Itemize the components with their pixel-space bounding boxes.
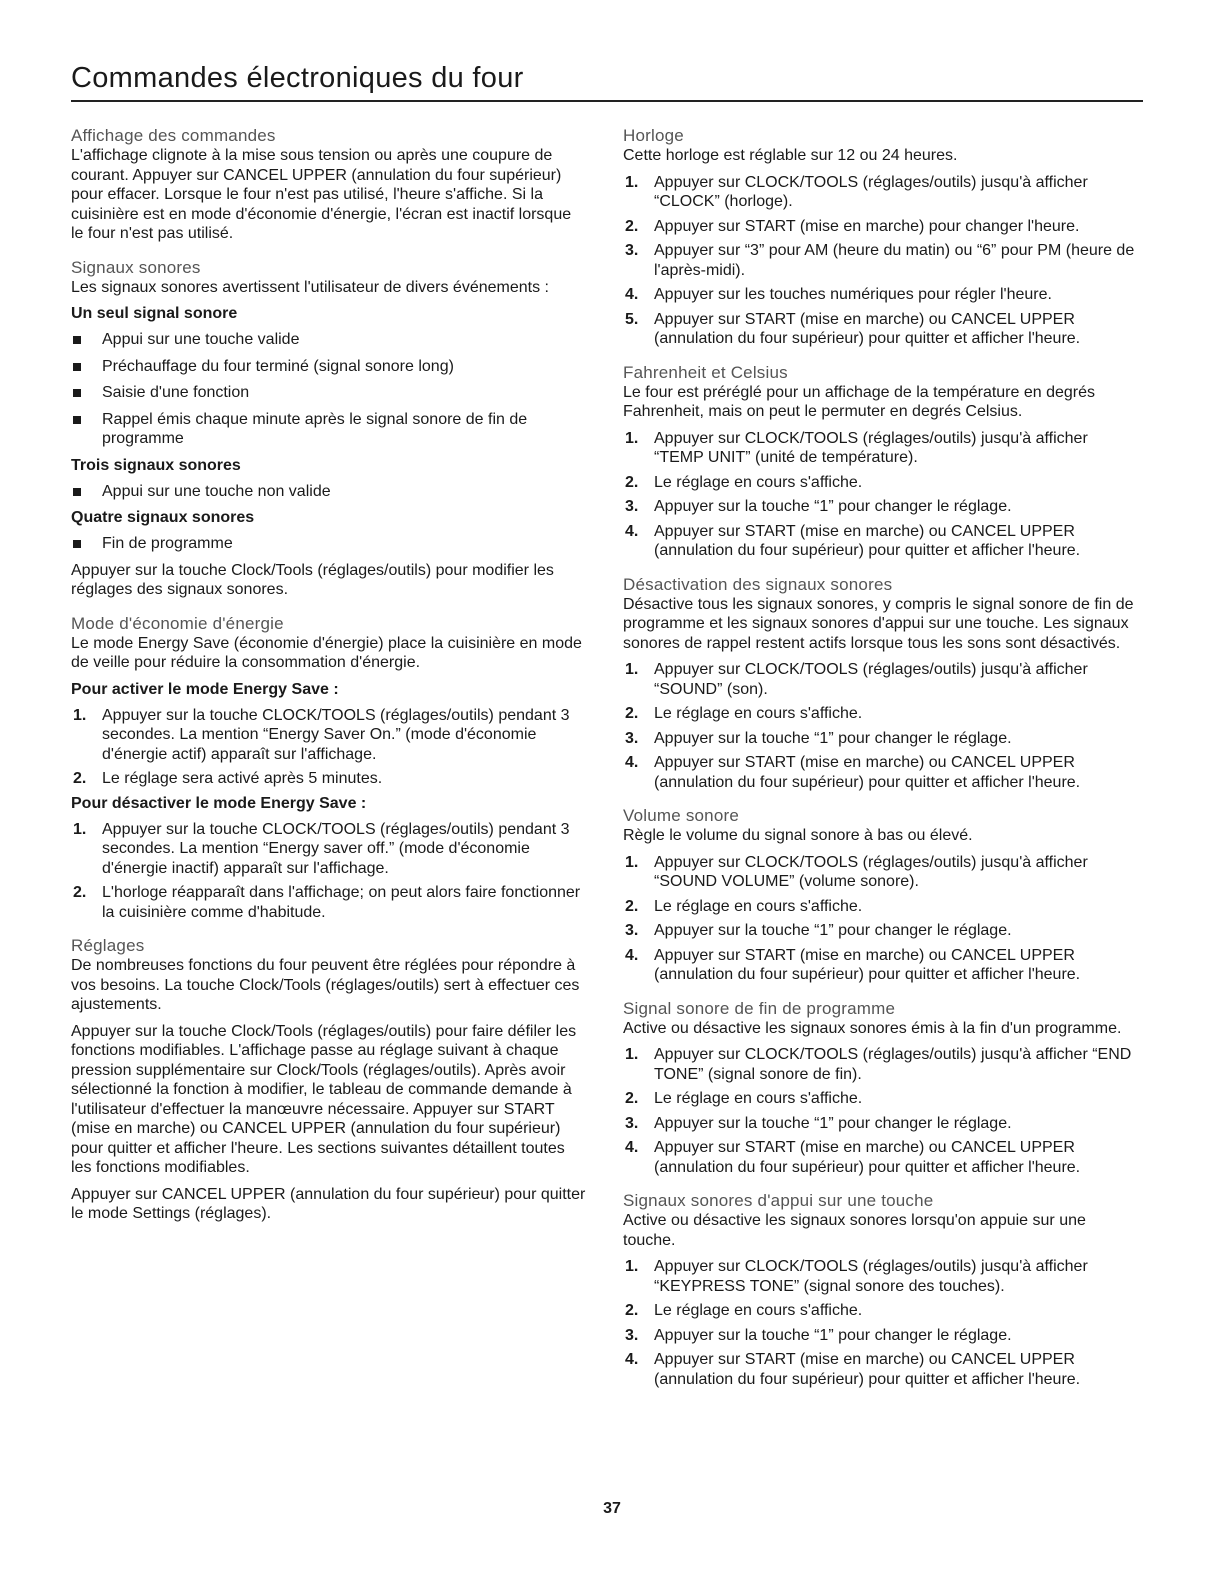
step-item bbox=[623, 704, 1139, 724]
paragraph: Le mode Energy Save (économie d'énergie) place la cuisinière en mode de veille pour réduire la consommation d'énergie. bbox=[71, 634, 582, 671]
step-number: 4. bbox=[625, 946, 639, 964]
step-item bbox=[623, 753, 1139, 792]
step-number: 1. bbox=[625, 1046, 639, 1063]
bullet-square-icon bbox=[73, 416, 81, 424]
list-item-text: Appui sur une touche non valide bbox=[102, 482, 331, 500]
step-text: Appuyer sur la touche “1” pour changer le réglage. bbox=[654, 1326, 1012, 1344]
step-text: Appuyer sur la touche CLOCK/TOOLS (réglages/outils) pendant 3 secondes. La mention “Energy Saver On.” (mode d'économie d'énergie actif) apparaît sur l'affichage. bbox=[102, 706, 570, 763]
step-text: Appuyer sur CLOCK/TOOLS (réglages/outils) jusqu'à afficher “CLOCK” (horloge). bbox=[654, 173, 1088, 210]
step-text: Appuyer sur START (mise en marche) ou CANCEL UPPER (annulation du four supérieur) pour quitter et afficher l'heure. bbox=[654, 522, 1081, 559]
step-item bbox=[623, 173, 1139, 212]
step-number: 1. bbox=[625, 429, 639, 447]
bullet-list bbox=[71, 482, 587, 502]
list-item-text: Saisie d'une fonction bbox=[102, 384, 250, 401]
step-text: Appuyer sur CLOCK/TOOLS (réglages/outils) jusqu'à afficher “KEYPRESS TONE” (signal sonore des touches). bbox=[654, 1258, 1088, 1295]
step-item bbox=[623, 897, 1139, 917]
step-text: Appuyer sur START (mise en marche) ou CANCEL UPPER (annulation du four supérieur) pour quitter et afficher l'heure. bbox=[654, 946, 1081, 983]
step-text: Appuyer sur “3” pour AM (heure du matin) ou “6” pour PM (heure de l'après-midi). bbox=[654, 242, 1135, 279]
step-number: 2. bbox=[73, 770, 87, 787]
step-item bbox=[623, 217, 1139, 237]
section-signaux bbox=[71, 258, 587, 600]
step-text: Le réglage en cours s'affiche. bbox=[654, 1302, 863, 1319]
step-item bbox=[623, 1326, 1139, 1346]
step-list bbox=[623, 1045, 1139, 1177]
paragraph: Appuyer sur la touche Clock/Tools (réglages/outils) pour modifier les réglages des signaux sonores. bbox=[71, 561, 554, 598]
section-title: Horloge bbox=[623, 126, 684, 145]
step-item bbox=[71, 769, 587, 789]
step-item bbox=[623, 429, 1139, 468]
step-number: 2. bbox=[625, 217, 639, 235]
bullet-square-icon bbox=[73, 363, 81, 371]
bullet-square-icon bbox=[73, 336, 81, 344]
bullet-square-icon bbox=[73, 488, 81, 496]
list-item bbox=[71, 330, 587, 350]
step-item bbox=[623, 921, 1139, 941]
paragraph: Règle le volume du signal sonore à bas ou élevé. bbox=[623, 827, 973, 844]
step-number: 1. bbox=[625, 853, 639, 871]
step-item bbox=[623, 241, 1139, 280]
step-item bbox=[623, 946, 1139, 985]
step-number: 3. bbox=[625, 498, 639, 515]
step-number: 2. bbox=[73, 884, 87, 901]
list-item-text: Fin de programme bbox=[102, 535, 233, 552]
step-text: Appuyer sur START (mise en marche) pour changer l'heure. bbox=[654, 217, 1080, 235]
list-item bbox=[71, 357, 587, 377]
step-text: L'horloge réapparaît dans l'affichage; on peut alors faire fonctionner la cuisinière comme d'habitude. bbox=[102, 884, 581, 921]
section-title: Signaux sonores d'appui sur une touche bbox=[623, 1191, 934, 1210]
step-text: Le réglage sera activé après 5 minutes. bbox=[102, 770, 383, 787]
step-item bbox=[623, 285, 1139, 305]
bullet-square-icon bbox=[73, 389, 81, 397]
step-text: Appuyer sur START (mise en marche) ou CANCEL UPPER (annulation du four supérieur) pour quitter et afficher l'heure. bbox=[654, 754, 1081, 791]
subheading: Un seul signal sonore bbox=[71, 305, 238, 322]
section-title: Fahrenheit et Celsius bbox=[623, 362, 788, 382]
step-number: 5. bbox=[625, 310, 639, 328]
list-item bbox=[71, 410, 587, 449]
section-fin-programme bbox=[623, 999, 1139, 1178]
step-number: 4. bbox=[625, 1351, 639, 1368]
step-item bbox=[623, 1350, 1139, 1389]
subheading: Pour désactiver le mode Energy Save : bbox=[71, 794, 367, 812]
step-text: Le réglage en cours s'affiche. bbox=[654, 705, 863, 722]
step-number: 3. bbox=[625, 922, 639, 939]
section-title: Signal sonore de fin de programme bbox=[623, 998, 896, 1018]
step-item bbox=[623, 1045, 1139, 1084]
step-list bbox=[623, 429, 1139, 561]
step-number: 4. bbox=[625, 286, 639, 303]
paragraph: Appuyer sur la touche Clock/Tools (réglages/outils) pour faire défiler les fonctions modifiables. L'affichage passe au réglage suivant à chaque pression supplémentaire sur Clock/Tools (réglages/outils). Après avoir sélectionné la fonction à modifier, le tableau de commande demande à l'utilisateur d'effectuer la manœuvre nécessaire. Appuyer sur START (mise en marche) ou CANCEL UPPER (annulation du four supérieur) pour quitter et afficher l'heure. Les sections suivantes détaillent toutes les fonctions modifiables. bbox=[71, 1022, 577, 1176]
section-title: Affichage des commandes bbox=[71, 126, 276, 145]
step-text: Le réglage en cours s'affiche. bbox=[654, 473, 863, 491]
list-item-text: Rappel émis chaque minute après le signal sonore de fin de programme bbox=[102, 410, 528, 447]
step-item bbox=[623, 1138, 1139, 1177]
section-desactivation bbox=[623, 575, 1139, 793]
step-number: 2. bbox=[625, 1302, 639, 1319]
step-item bbox=[623, 522, 1139, 561]
paragraph: Le four est préréglé pour un affichage de la température en degrés Fahrenheit, mais on peut le permuter en degrés Celsius. bbox=[623, 383, 1096, 420]
step-text: Appuyer sur CLOCK/TOOLS (réglages/outils) jusqu'à afficher “END TONE” (signal sonore de fin). bbox=[654, 1046, 1132, 1083]
section-title: Volume sonore bbox=[623, 806, 740, 825]
step-text: Appuyer sur START (mise en marche) ou CANCEL UPPER (annulation du four supérieur) pour quitter et afficher l'heure. bbox=[654, 1139, 1081, 1176]
step-item bbox=[71, 883, 587, 922]
section-fahrenheit bbox=[623, 363, 1139, 561]
section-title: Réglages bbox=[71, 936, 145, 955]
step-text: Appuyer sur la touche CLOCK/TOOLS (réglages/outils) pendant 3 secondes. La mention “Energy saver off.” (mode d'économie d'énergie inactif) apparaît sur l'affichage. bbox=[102, 820, 570, 877]
step-list bbox=[623, 173, 1139, 349]
step-list bbox=[623, 853, 1139, 985]
step-number: 4. bbox=[625, 754, 639, 771]
step-item bbox=[623, 1114, 1139, 1134]
step-text: Appuyer sur la touche “1” pour changer le réglage. bbox=[654, 729, 1012, 747]
title-divider bbox=[71, 100, 1143, 102]
step-item bbox=[623, 310, 1139, 349]
subheading: Trois signaux sonores bbox=[71, 456, 241, 474]
step-text: Appuyer sur les touches numériques pour régler l'heure. bbox=[654, 286, 1052, 303]
step-item bbox=[623, 660, 1139, 699]
step-number: 1. bbox=[625, 1258, 639, 1275]
subheading: Pour activer le mode Energy Save : bbox=[71, 680, 339, 698]
section-title: Signaux sonores bbox=[71, 257, 201, 277]
right-column bbox=[623, 126, 1139, 1403]
subheading: Quatre signaux sonores bbox=[71, 509, 255, 526]
bullet-list bbox=[71, 534, 587, 554]
paragraph: Active ou désactive les signaux sonores émis à la fin d'un programme. bbox=[623, 1019, 1122, 1037]
step-item bbox=[623, 473, 1139, 493]
step-number: 2. bbox=[625, 897, 639, 915]
bullet-square-icon bbox=[73, 540, 81, 548]
left-column bbox=[71, 126, 587, 1238]
list-item bbox=[71, 534, 587, 554]
step-list bbox=[623, 1257, 1139, 1389]
step-item bbox=[623, 497, 1139, 517]
section-energie bbox=[71, 614, 587, 923]
step-item bbox=[71, 820, 587, 879]
step-number: 2. bbox=[625, 473, 639, 491]
page-title: Commandes électroniques du four bbox=[71, 62, 524, 94]
step-item bbox=[623, 1089, 1139, 1109]
step-number: 1. bbox=[625, 661, 639, 678]
paragraph: Active ou désactive les signaux sonores lorsqu'on appuie sur une touche. bbox=[623, 1212, 1086, 1249]
list-item bbox=[71, 383, 587, 403]
section-title: Désactivation des signaux sonores bbox=[623, 574, 893, 594]
page-number: 37 bbox=[603, 1500, 621, 1517]
step-text: Appuyer sur CLOCK/TOOLS (réglages/outils) jusqu'à afficher “SOUND” (son). bbox=[654, 661, 1088, 698]
section-affichage bbox=[71, 126, 587, 244]
step-list bbox=[71, 820, 587, 923]
list-item bbox=[71, 482, 587, 502]
step-text: Appuyer sur START (mise en marche) ou CANCEL UPPER (annulation du four supérieur) pour quitter et afficher l'heure. bbox=[654, 310, 1081, 347]
step-text: Appuyer sur la touche “1” pour changer le réglage. bbox=[654, 1114, 1012, 1132]
paragraph: Cette horloge est réglable sur 12 ou 24 heures. bbox=[623, 147, 958, 164]
list-item-text: Préchauffage du four terminé (signal sonore long) bbox=[102, 357, 454, 375]
step-text: Appuyer sur la touche “1” pour changer le réglage. bbox=[654, 922, 1012, 939]
step-text: Le réglage en cours s'affiche. bbox=[654, 897, 863, 915]
step-item bbox=[623, 1257, 1139, 1296]
paragraph: De nombreuses fonctions du four peuvent être réglées pour répondre à vos besoins. La touche Clock/Tools (réglages/outils) sert à effectuer ces ajustements. bbox=[71, 957, 580, 1013]
step-number: 2. bbox=[625, 705, 639, 722]
section-volume bbox=[623, 806, 1139, 985]
step-number: 3. bbox=[625, 242, 639, 259]
step-number: 1. bbox=[73, 706, 87, 724]
step-number: 3. bbox=[625, 1326, 639, 1344]
list-item-text: Appui sur une touche valide bbox=[102, 331, 300, 348]
step-number: 4. bbox=[625, 522, 639, 540]
step-list bbox=[71, 706, 587, 789]
step-number: 4. bbox=[625, 1139, 639, 1156]
step-text: Appuyer sur CLOCK/TOOLS (réglages/outils) jusqu'à afficher “TEMP UNIT” (unité de température). bbox=[654, 429, 1088, 466]
step-number: 1. bbox=[73, 820, 87, 838]
paragraph: L'affichage clignote à la mise sous tension ou après une coupure de courant. Appuyer sur CANCEL UPPER (annulation du four supérieur) pour effacer. Lorsque le four n'est pas utilisé, l'heure s'affiche. Si la cuisinière est en mode d'économie d'énergie, l'écran est inactif lorsque le four n'est pas utilisé. bbox=[71, 147, 572, 242]
step-text: Appuyer sur la touche “1” pour changer le réglage. bbox=[654, 498, 1012, 515]
step-list bbox=[623, 660, 1139, 792]
step-number: 3. bbox=[625, 1114, 639, 1132]
section-horloge bbox=[623, 126, 1139, 349]
step-text: Appuyer sur START (mise en marche) ou CANCEL UPPER (annulation du four supérieur) pour quitter et afficher l'heure. bbox=[654, 1351, 1081, 1388]
step-number: 2. bbox=[625, 1090, 639, 1107]
section-title: Mode d'économie d'énergie bbox=[71, 613, 284, 633]
step-number: 3. bbox=[625, 729, 639, 747]
paragraph: Les signaux sonores avertissent l'utilisateur de divers événements : bbox=[71, 278, 549, 296]
step-text: Appuyer sur CLOCK/TOOLS (réglages/outils) jusqu'à afficher “SOUND VOLUME” (volume sonore). bbox=[654, 853, 1088, 890]
section-reglages bbox=[71, 936, 587, 1224]
bullet-list bbox=[71, 330, 587, 449]
paragraph: Appuyer sur CANCEL UPPER (annulation du four supérieur) pour quitter le mode Settings (réglages). bbox=[71, 1185, 586, 1222]
paragraph: Désactive tous les signaux sonores, y compris le signal sonore de fin de programme et les signaux sonores d'appui sur une touche. Les signaux sonores de rappel restent actifs lorsque tous les sons sont désactivés. bbox=[623, 595, 1134, 652]
step-number: 1. bbox=[625, 173, 639, 191]
step-item bbox=[71, 706, 587, 765]
step-item bbox=[623, 1301, 1139, 1321]
step-item bbox=[623, 729, 1139, 749]
step-item bbox=[623, 853, 1139, 892]
section-appui-touche bbox=[623, 1191, 1139, 1389]
step-text: Le réglage en cours s'affiche. bbox=[654, 1090, 863, 1107]
